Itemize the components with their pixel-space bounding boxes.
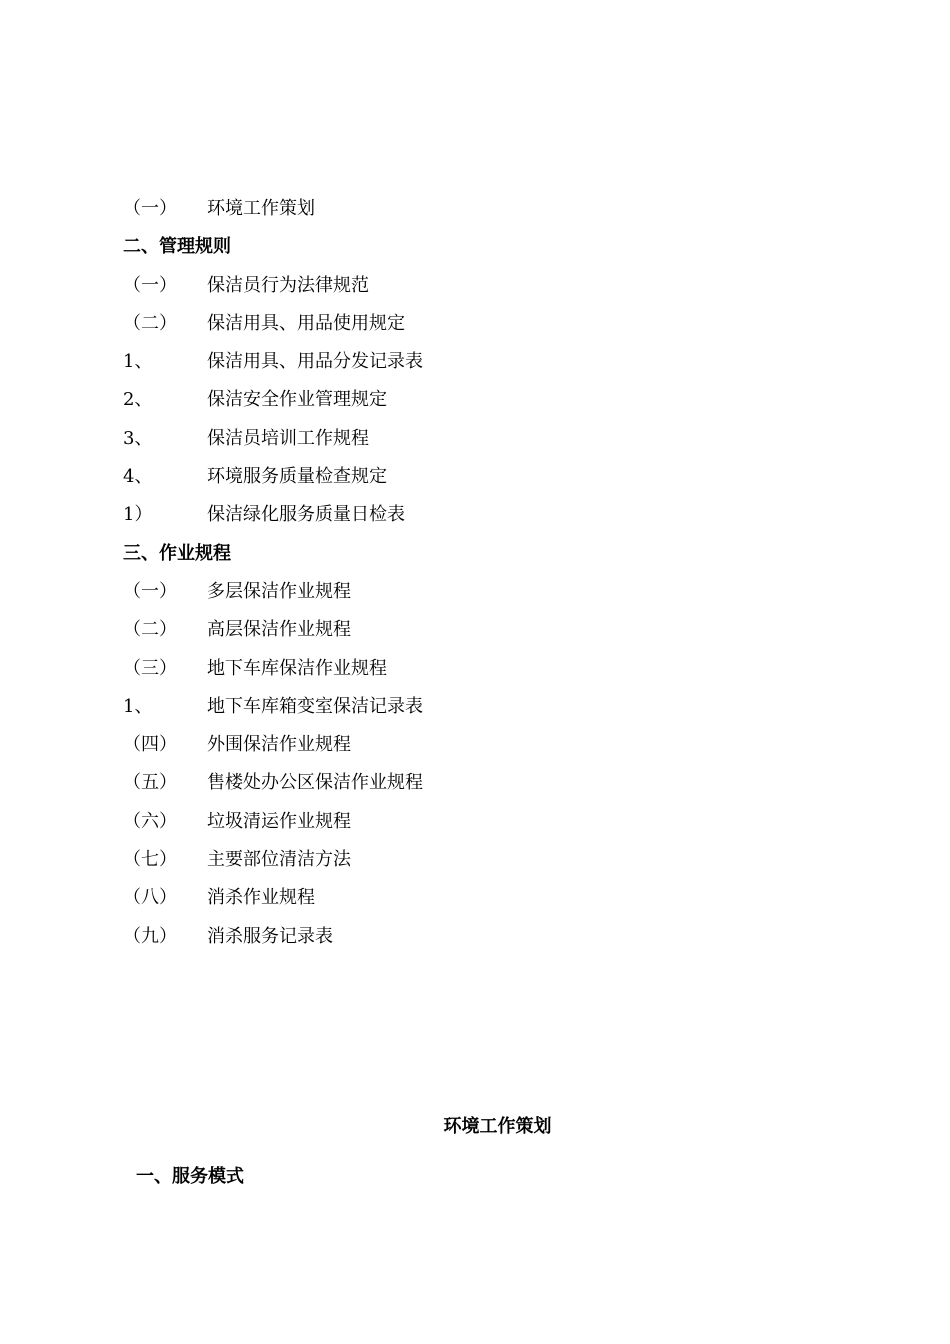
toc-entry-number: （二） xyxy=(123,312,177,334)
toc-entry xyxy=(123,381,723,419)
toc-entry-number: （一） xyxy=(123,198,177,219)
toc-entry-text: 环境工作策划 xyxy=(207,198,315,219)
toc-entry-text: 地下车库保洁作业规程 xyxy=(207,657,387,679)
toc-entry xyxy=(123,305,723,343)
toc-entry-text: 保洁用具、用品分发记录表 xyxy=(207,351,423,373)
toc-entry xyxy=(123,420,723,458)
toc-entry-number: 1） xyxy=(123,504,153,526)
toc-entry-text: 高层保洁作业规程 xyxy=(207,619,351,641)
toc-entry xyxy=(123,726,723,764)
toc-entry-text: 保洁安全作业管理规定 xyxy=(207,389,387,411)
toc-entry-number: （九） xyxy=(123,925,177,947)
toc-entry-text: 售楼处办公区保洁作业规程 xyxy=(207,772,423,794)
toc-entry xyxy=(123,650,723,688)
toc-entry-number: 1、 xyxy=(123,695,153,717)
toc-entry-text: 主要部位清洁方法 xyxy=(207,849,351,871)
toc-entry-number: （二） xyxy=(123,619,177,641)
toc-entry-text: 地下车库箱变室保洁记录表 xyxy=(207,695,423,717)
toc-entry-text: 多层保洁作业规程 xyxy=(207,580,351,602)
toc-heading xyxy=(123,228,723,266)
toc-entry-number: （三） xyxy=(123,657,177,679)
toc-entry xyxy=(123,879,723,917)
toc-entry-number: （一） xyxy=(123,580,177,602)
toc-entry-number: （一） xyxy=(123,274,177,296)
toc-entry-number: 2、 xyxy=(123,389,153,411)
toc-entry-text: 保洁绿化服务质量日检表 xyxy=(207,504,405,526)
toc-entry xyxy=(123,611,723,649)
toc-entry-text: 外围保洁作业规程 xyxy=(207,734,351,756)
toc-entry-text: 保洁员培训工作规程 xyxy=(207,427,369,449)
toc-heading-text: 三、作业规程 xyxy=(123,542,231,564)
toc-heading xyxy=(123,535,723,573)
toc-entry xyxy=(123,573,723,611)
toc-entry-number: （六） xyxy=(123,810,177,832)
table-of-contents xyxy=(123,190,723,956)
toc-entry-number: （五） xyxy=(123,772,177,794)
toc-entry-number: 4、 xyxy=(123,466,153,488)
toc-entry-number: 3、 xyxy=(123,427,153,449)
toc-entry-text: 保洁员行为法律规范 xyxy=(207,274,369,296)
toc-entry xyxy=(123,803,723,841)
sub-heading: 一、服务模式 xyxy=(136,1166,244,1187)
toc-heading-text: 二、管理规则 xyxy=(123,236,231,258)
toc-entry-text: 消杀服务记录表 xyxy=(207,925,333,947)
toc-entry xyxy=(123,458,723,496)
toc-entry-number: （七） xyxy=(123,849,177,871)
toc-entry xyxy=(123,496,723,534)
toc-entry xyxy=(123,688,723,726)
toc-entry-number: （四） xyxy=(123,734,177,756)
toc-entry-text: 环境服务质量检查规定 xyxy=(207,466,387,488)
toc-entry-number: 1、 xyxy=(123,351,153,373)
toc-entry-text: 消杀作业规程 xyxy=(207,887,315,909)
toc-entry xyxy=(123,267,723,305)
toc-entry-text: 垃圾清运作业规程 xyxy=(207,810,351,832)
toc-entry xyxy=(123,764,723,802)
toc-entry xyxy=(123,190,723,228)
section-title: 环境工作策划 xyxy=(443,1116,552,1137)
toc-entry xyxy=(123,343,723,381)
toc-entry-text: 保洁用具、用品使用规定 xyxy=(207,312,405,334)
toc-entry xyxy=(123,841,723,879)
toc-entry xyxy=(123,918,723,956)
toc-entry-number: （八） xyxy=(123,887,177,909)
